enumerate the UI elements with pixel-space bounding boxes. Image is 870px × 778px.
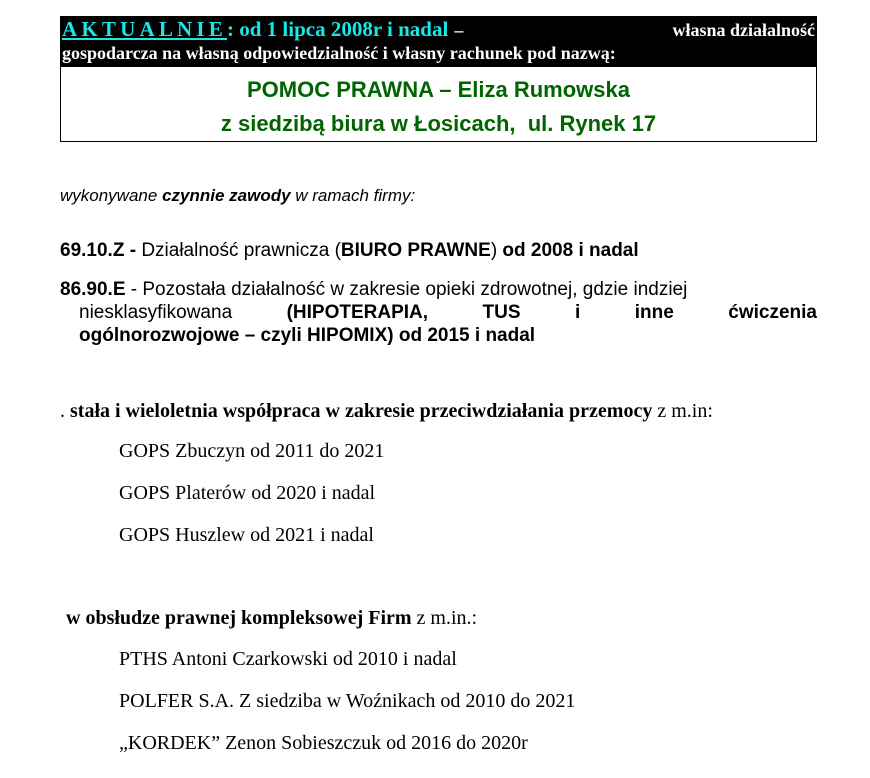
activity-word: ćwiczenia [728,302,817,323]
header-dash: – [454,20,464,40]
activity-line-3 [60,324,817,347]
section-violence-prevention-title [60,400,713,423]
activity-word: TUS [482,302,521,323]
section-suffix: z m.in: [652,400,713,422]
firm-name: POMOC PRAWNA – Eliza Rumowska [246,77,631,102]
activity-69-10-z [60,240,639,262]
header-line-1 [62,17,815,43]
firm-address: z siedzibą biura w Łosicach, ul. Rynek 17 [220,111,657,136]
list-item: PTHS Antoni Czarkowski od 2010 i nadal [119,648,457,670]
intro-pre: wykonywane [60,186,163,205]
activity-line-1 [60,278,817,301]
activity-text: Działalność prawnicza ( [136,240,341,261]
list-item: GOPS Zbuczyn od 2011 do 2021 [119,440,385,462]
firm-box [60,67,817,142]
section-legal-services-title [66,607,477,630]
activity-bold: ogólnorozwojowe – czyli HIPOMIX) od 2015 i nadal [79,325,536,346]
list-item: GOPS Huszlew od 2021 i nadal [119,524,374,546]
header-line-2: gospodarcza na własną odpowiedzialność i własny rachunek pod nazwą: [62,43,616,63]
section-bold: stała i wieloletnia współpraca w zakresie przeciwdziałania przemocy [70,400,653,422]
intro-post: w ramach firmy: [290,186,416,205]
activity-word: i [575,302,581,323]
activity-line-2 [60,301,817,324]
section-bold: w obsłudze prawnej kompleksowej Firm [66,607,412,629]
activity-word: inne [634,302,674,323]
activity-since: od 2008 i nadal [502,240,639,261]
intro-text [60,186,415,206]
header-line-1-tail: własna działalność [672,20,815,40]
section-suffix: z m.in.: [411,607,478,629]
activity-word: (HIPOTERAPIA, [286,302,429,323]
activity-code: 86.90.E [60,279,126,300]
activity-plain: niesklasyfikowana [79,302,233,323]
intro-bold: czynnie zawody [162,186,291,205]
activity-text: - Pozostała działalność w zakresie opieki zdrowotnej, gdzie indziej [130,279,688,300]
list-item: GOPS Platerów od 2020 i nadal [119,482,376,504]
list-item: POLFER S.A. Z siedziba w Woźnikach od 2010 do 2021 [119,690,576,712]
activity-bold: BIURO PRAWNE [340,240,491,261]
activity-close: ) [490,240,503,261]
activity-86-90-e [60,278,817,347]
header-date: : od 1 lipca 2008r i nadal [227,17,449,41]
activity-code: 69.10.Z - [60,240,137,261]
list-item: „KORDEK” Zenon Sobieszczuk od 2016 do 2020r [119,732,528,754]
aktualnie-label: AKTUALNIE [62,17,227,41]
section-prefix: . [60,400,70,422]
header-banner [60,16,817,67]
